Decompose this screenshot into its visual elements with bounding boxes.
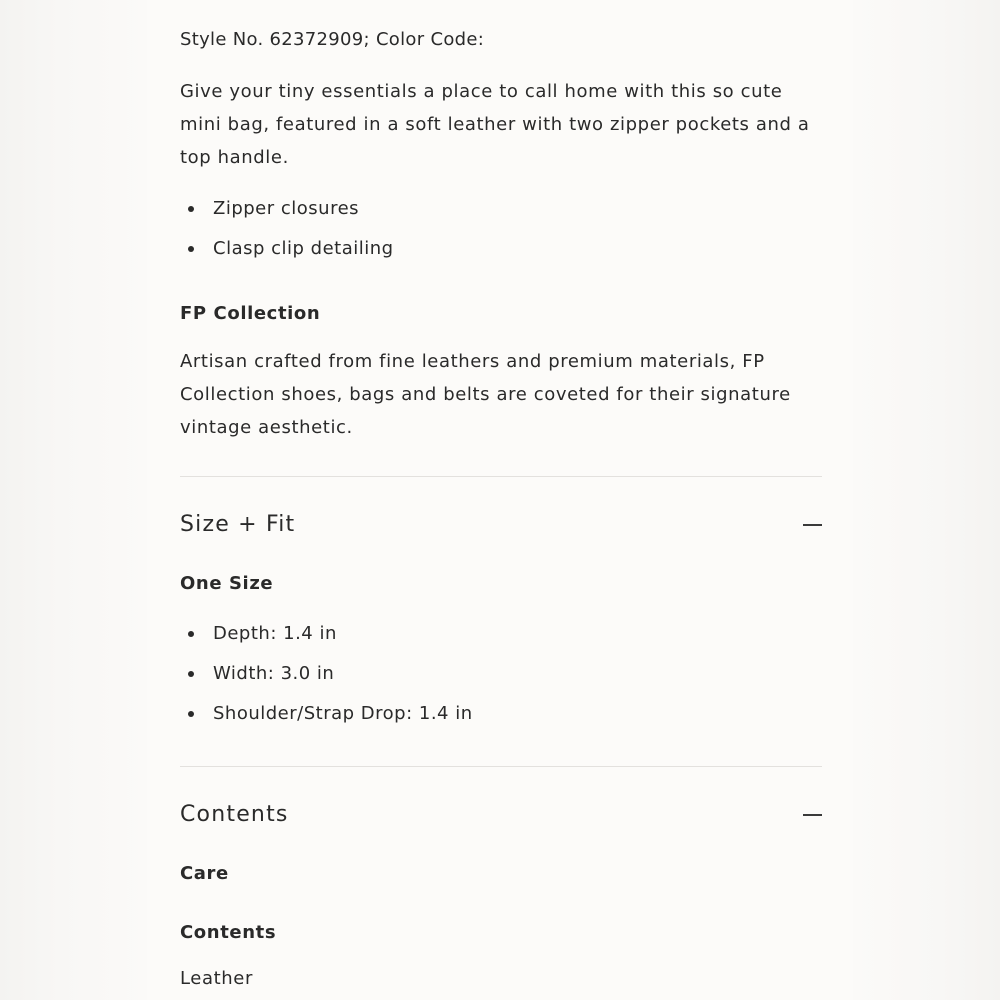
size-fit-accordion-header[interactable] <box>180 504 822 544</box>
collection-heading: FP Collection <box>180 303 321 324</box>
size-label: One Size <box>180 573 274 594</box>
section-divider <box>180 766 822 767</box>
care-heading: Care <box>180 863 229 884</box>
collapse-minus-icon[interactable] <box>803 524 822 526</box>
feature-item: Zipper closures <box>180 197 394 237</box>
measurement-list <box>180 622 473 742</box>
contents-accordion-header[interactable] <box>180 794 822 834</box>
measurement-item: Width: 3.0 in <box>180 662 473 702</box>
section-divider <box>180 476 822 477</box>
measurement-item: Depth: 1.4 in <box>180 622 473 662</box>
feature-list <box>180 197 394 277</box>
contents-heading: Contents <box>180 922 277 943</box>
collapse-minus-icon[interactable] <box>803 814 822 816</box>
size-fit-title: Size + Fit <box>180 512 296 537</box>
collection-description: Artisan crafted from fine leathers and premium materials, FP Collection shoes, bags and belts are coveted for their signature vintage aesthetic. <box>180 351 791 438</box>
feature-item: Clasp clip detailing <box>180 237 394 277</box>
material-value: Leather <box>180 968 253 989</box>
style-number: Style No. 62372909; Color Code: <box>180 29 485 50</box>
contents-title: Contents <box>180 802 289 827</box>
product-description: Give your tiny essentials a place to call home with this so cute mini bag, featured in a soft leather with two zipper pockets and a top handle. <box>180 81 810 168</box>
measurement-item: Shoulder/Strap Drop: 1.4 in <box>180 702 473 742</box>
